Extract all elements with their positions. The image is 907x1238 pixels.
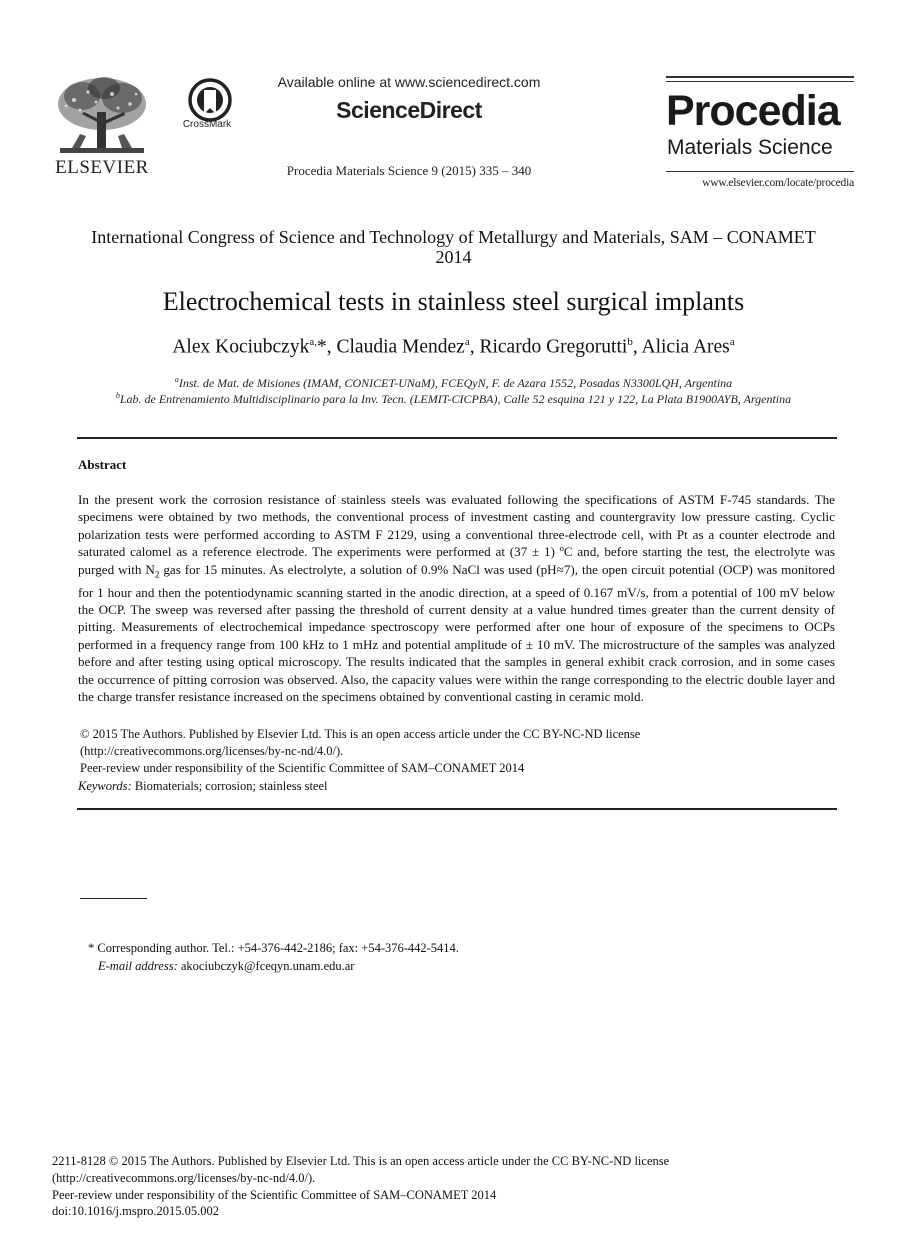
footer-license-link[interactable]: (http://creativecommons.org/licenses/by-nc-nd/4.0/).: [52, 1171, 316, 1185]
license-link[interactable]: (http://creativecommons.org/licenses/by-nc-nd/4.0/).: [80, 744, 344, 758]
abstract-body: [78, 491, 835, 705]
email-line: [98, 959, 354, 974]
journal-logo-title: Procedia: [666, 87, 840, 135]
footnote-rule: [80, 898, 147, 899]
email-address[interactable]: akociubczyk@fceqyn.unam.edu.ar: [180, 959, 355, 973]
logo-rule-bottom: [666, 171, 854, 172]
paper-title: Electrochemical tests in stainless steel surgical implants: [162, 287, 745, 316]
author-affiliation-mark: b: [627, 336, 633, 348]
affiliation-mark: b: [115, 391, 120, 400]
congress-name: International Congress of Science and Technology of Metallurgy and Materials, SAM – CONAMET 2014: [91, 227, 816, 267]
keywords: [78, 778, 328, 795]
section-divider: [77, 437, 837, 439]
publisher-name: ELSEVIER: [55, 157, 149, 178]
affiliation-mark: a: [174, 375, 179, 384]
author-affiliation-mark: a,: [309, 336, 317, 348]
platform-name: ScienceDirect: [336, 97, 482, 123]
logo-rule-top-thin: [666, 81, 854, 82]
author-list: Alex Kociubczyk$^{a,}$*, Claudia Mendez$^a$, Ricardo Gregorutti$^b$, Alicia Ares$^a$: [172, 336, 735, 358]
footer-doi[interactable]: doi:10.1016/j.mspro.2015.05.002: [52, 1204, 220, 1218]
footer-peer-review: Peer-review under responsibility of the Scientific Committee of SAM–CONAMET 2014: [52, 1188, 497, 1202]
journal-reference: Procedia Materials Science 9 (2015) 335 – 340: [286, 163, 532, 178]
subscript: 2: [154, 569, 160, 580]
footer-issn-copyright: 2211-8128 © 2015 The Authors. Published by Elsevier Ltd. This is an open access article under the CC BY-NC-ND license: [52, 1154, 670, 1168]
corresponding-author-note: * Corresponding author. Tel.: +54-376-442-2186; fax: +54-376-442-5414.: [88, 941, 459, 955]
email-label: E-mail address:: [98, 959, 178, 973]
journal-url[interactable]: www.elsevier.com/locate/procedia: [702, 177, 854, 189]
abstract-heading: Abstract: [78, 457, 127, 472]
affiliation: [40, 391, 867, 407]
author-affiliation-mark: a: [729, 336, 735, 348]
affiliation: [60, 375, 847, 391]
affiliation-text: Lab. de Entrenamiento Multidisciplinario para la Inv. Tecn. (LEMIT-CICPBA), Calle 52 esquina 121 y 122, La Plata B1900AYB, Argentina: [119, 392, 792, 406]
author-name: Alicia Ares: [641, 336, 730, 358]
journal-logo-subtitle: Materials Science: [667, 136, 833, 159]
affiliation-text: Inst. de Mat. de Misiones (IMAM, CONICET-UNaM), FCEQyN, F. de Azara 1552, Posadas N3300LQH, Argentina: [178, 376, 733, 390]
author-name: Alex Kociubczyk: [172, 336, 310, 358]
keywords-label: Keywords:: [78, 779, 132, 793]
peer-review-note: Peer-review under responsibility of the Scientific Committee of SAM–CONAMET 2014: [80, 761, 525, 775]
author-name: Ricardo Gregorutti: [479, 336, 628, 358]
keywords-list: Biomaterials; corrosion; stainless steel: [134, 779, 328, 793]
journal-logo: [666, 76, 854, 194]
section-divider: [77, 808, 837, 810]
abstract-text: gas for 15 minutes. As electrolyte, a solution of 0.9% NaCl was used (pH≈7), the open circuit potential (OCP) was monitored for 1 hour and then the potentiodynamic scanning started in the anodic direction, at a speed of 0.167 mV/s, from a potential of 100 mV below the OCP. The sweep was reversed after passing the threshold of current density at a value hundred times greater than the current density of pitting. Measurements of electrochemical impedance spectroscopy were performed after one hour of exposure of the specimens to OCPs performed in a frequency range from 100 kHz to 1 mHz and potential amplitude of ± 10 mV. The microstructure of the samples was analyzed before and after testing using optical microscopy. The results indicated that the samples in general exhibit crack corrosion, and in some cases the occurrence of pitting corrosion was observed. Also, the capacity values were within the range corresponding to the electric double layer and the charge transfer resistance increased on the specimens obtained by conventional casting in ceramic mold.: [78, 561, 836, 705]
copyright-notice: © 2015 The Authors. Published by Elsevier Ltd. This is an open access article under the CC BY-NC-ND license: [80, 727, 641, 741]
logo-rule-top: [666, 76, 854, 78]
available-online-text: Available online at www.sciencedirect.com: [277, 74, 541, 90]
author-affiliation-mark: a: [464, 336, 470, 348]
abstract-text: In the present work the corrosion resistance of stainless steels was evaluated following the specifications of ASTM F-745 standards. The specimens were obtained by two methods, the conventional process of investment casting and countergravity low pressure casting. Cyclic polarization tests were performed according to ASTM F 2129, using a conventional three-electrode cell, with Pt as a counter electrode and saturated calomel as a reference electrode. The experiments were performed at (37 ± 1) ºC and, before starting the test, the electrolyte was purged with N: [78, 492, 835, 577]
corresponding-mark: *: [316, 336, 327, 358]
author-name: Claudia Mendez: [336, 336, 465, 358]
crossmark-label: CrossMark: [182, 119, 232, 130]
